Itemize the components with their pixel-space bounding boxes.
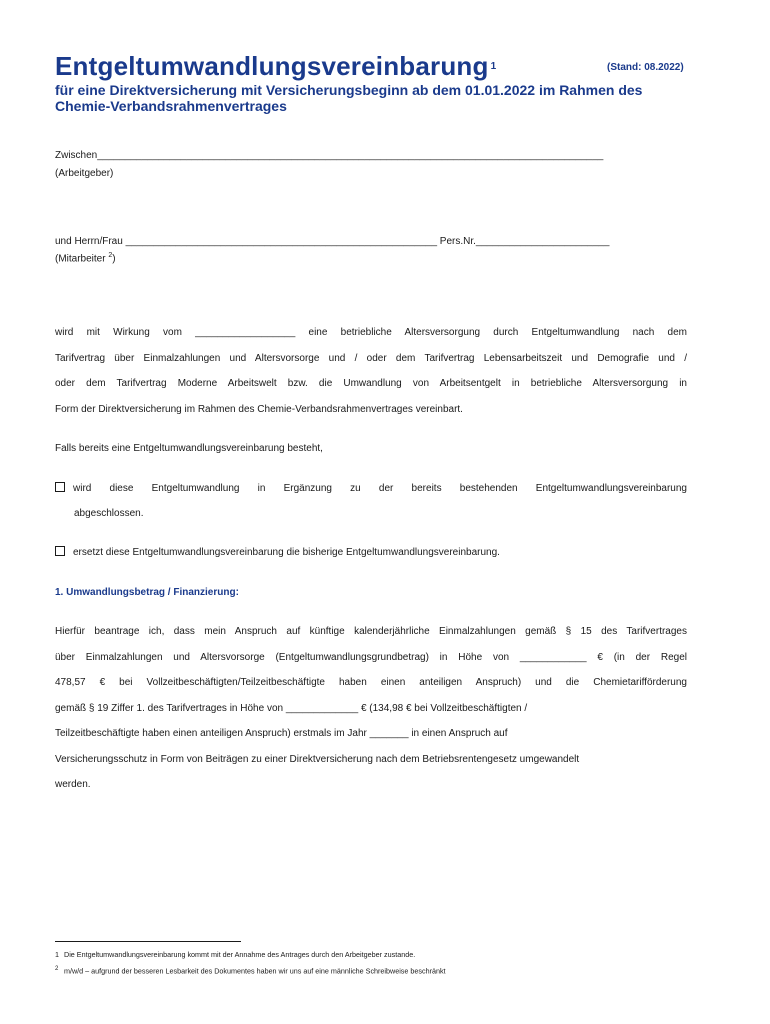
supplement-checkbox[interactable] xyxy=(55,482,65,492)
footnote-2 xyxy=(55,966,446,975)
stand-date: (Stand: 08.2022) xyxy=(607,62,684,73)
employee-footnote-marker: 2 xyxy=(108,252,113,259)
footnote-divider xyxy=(55,941,241,942)
existing-agreement-lead: Falls bereits eine Entgeltumwandlungsvereinbarung besteht, xyxy=(55,443,323,454)
option-supplement-text: wird diese Entgeltumwandlung in Ergänzung zu der bereits bestehenden Entgeltumwandlungsvereinbarung xyxy=(73,483,687,494)
conversion-row: 478,57 € bei Vollzeitbeschäftigten/Teilzeitbeschäftigte haben einen anteiligen Anspruch) und die Chemietarifförderung xyxy=(55,677,687,688)
option-supplement-row xyxy=(55,476,687,502)
employer-label: (Arbeitgeber) xyxy=(55,168,114,179)
conversion-paragraph xyxy=(55,619,687,798)
intro-row: oder dem Tarifvertrag Moderne Arbeitswelt bzw. die Umwandlung von Arbeitsentgelt in betriebliche Altersversorgung in xyxy=(55,378,687,389)
section-heading-conversion-amount: 1. Umwandlungsbetrag / Finanzierung: xyxy=(55,587,239,598)
option-supplement xyxy=(55,476,687,502)
conversion-row: gemäß § 19 Ziffer 1. des Tarifvertrages in Höhe von _____________ € (134,98 € bei Vollzeitbeschäftigten / xyxy=(55,702,528,714)
document-subtitle: für eine Direktversicherung mit Versicherungsbeginn ab dem 01.01.2022 im Rahmen des Chemie-Verbandsrahmenvertrages xyxy=(55,82,643,114)
conversion-row: werden. xyxy=(55,779,91,790)
document-title-text: Entgeltumwandlungsvereinbarung xyxy=(55,51,489,81)
intro-paragraph xyxy=(55,320,687,422)
replace-checkbox[interactable] xyxy=(55,546,65,556)
conversion-row: Teilzeitbeschäftigte haben einen anteiligen Anspruch) erstmals im Jahr _______ in einen Anspruch auf xyxy=(55,728,508,739)
employee-label xyxy=(55,252,116,264)
employee-label-end: ) xyxy=(112,253,116,265)
intro-row: wird mit Wirkung vom __________________ eine betriebliche Altersversorgung durch Entgeltumwandlung nach dem xyxy=(55,327,687,338)
footnote-number: 2 xyxy=(55,966,59,972)
intro-row: Form der Direktversicherung im Rahmen des Chemie-Verbandsrahmenvertrages vereinbart. xyxy=(55,403,463,415)
employer-line[interactable]: Zwischen___________________________________________________________________________________________ xyxy=(55,150,604,161)
footnote-1 xyxy=(55,950,415,959)
title-footnote-marker: 1 xyxy=(490,61,497,72)
intro-row: Tarifvertrag über Einmalzahlungen und Altersvorsorge und / oder dem Tarifvertrag Lebensarbeitszeit und Demografie und / xyxy=(55,352,687,364)
footnote-number: 1 xyxy=(55,950,59,959)
employee-line[interactable]: und Herrn/Frau ________________________________________________________ Pers.Nr.________________________ xyxy=(55,236,610,247)
footnote-text: Die Entgeltumwandlungsvereinbarung kommt mit der Annahme des Antrages durch den Arbeitgeber zustande. xyxy=(64,950,416,959)
conversion-row: über Einmalzahlungen und Altersvorsorge (Entgeltumwandlungsgrundbetrag) in Höhe von ____________ € (in der Regel xyxy=(55,651,687,663)
conversion-row: Hierfür beantrage ich, dass mein Anspruch auf künftige kalenderjährliche Einmalzahlungen gemäß § 15 des Tarifvertrages xyxy=(55,626,687,637)
footnote-text: m/w/d – aufgrund der besseren Lesbarkeit des Dokumentes haben wir uns auf eine männliche Schreibweise beschränkt xyxy=(64,966,446,976)
option-replace xyxy=(55,546,500,558)
conversion-row: Versicherungsschutz in Form von Beiträgen zu einer Direktversicherung nach dem Betriebsrentengesetz umgewandelt xyxy=(55,753,580,765)
document-title xyxy=(55,51,496,82)
option-supplement-continued: abgeschlossen. xyxy=(74,508,144,519)
option-replace-text: ersetzt diese Entgeltumwandlungsvereinbarung die bisherige Entgeltumwandlungsvereinbarung. xyxy=(73,547,500,558)
employee-label-text: (Mitarbeiter xyxy=(55,253,109,265)
